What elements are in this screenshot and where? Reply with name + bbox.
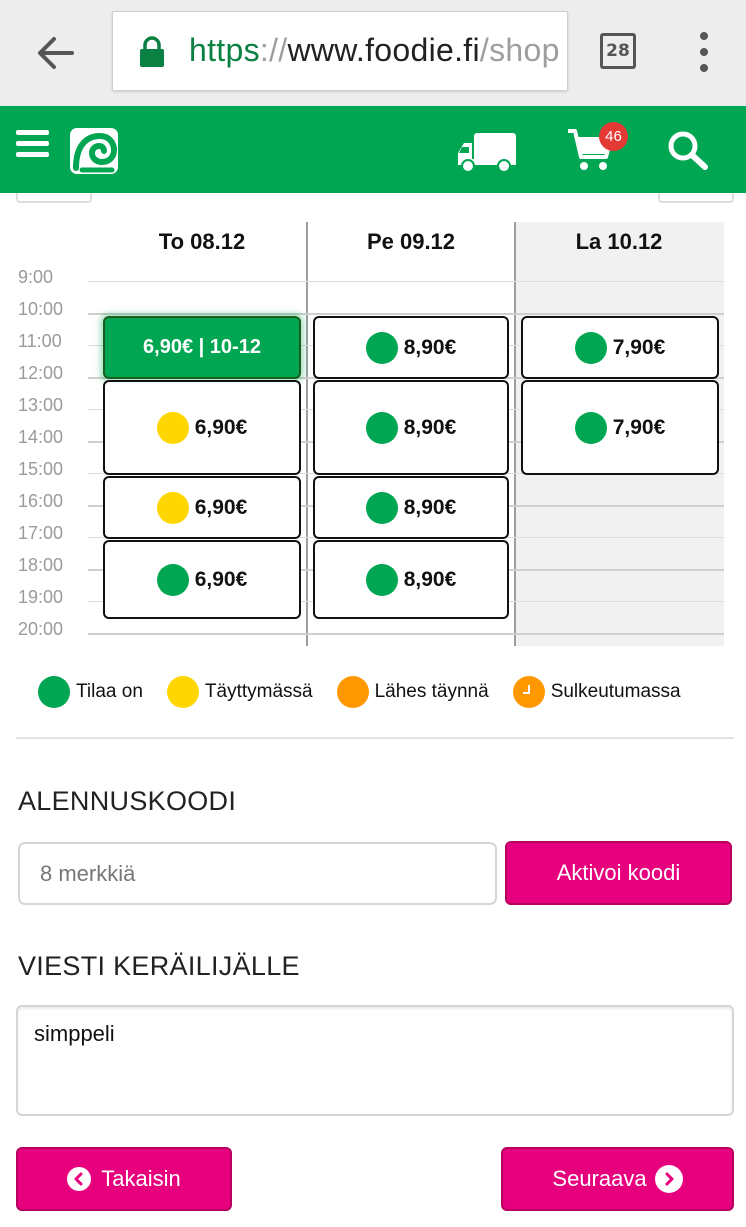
url-path: /shop — [479, 32, 560, 68]
legend-label: Sulkeutumassa — [550, 681, 681, 702]
availability-legend — [38, 676, 705, 708]
hour-label: 9:00 — [18, 267, 54, 287]
status-dot-filling — [157, 412, 189, 444]
hour-label: 19:00 — [18, 587, 64, 607]
column-divider — [514, 222, 516, 646]
url-text — [189, 32, 560, 69]
timeslot-price: 6,90€ — [194, 415, 248, 439]
search-icon[interactable] — [666, 129, 710, 176]
hour-label: 15:00 — [18, 459, 64, 479]
timeslot-fri-10-12[interactable] — [313, 316, 509, 379]
back-button-label: Takaisin — [101, 1166, 181, 1191]
status-dot-available — [575, 412, 607, 444]
hour-label: 13:00 — [18, 395, 64, 415]
url-separator: :// — [259, 32, 288, 68]
timeslot-thu-17-20[interactable] — [103, 540, 301, 619]
tab-switcher-button[interactable]: 28 — [600, 33, 636, 69]
timeslot-price: 8,90€ — [403, 567, 457, 591]
prev-week-button-edge[interactable] — [16, 193, 92, 203]
timeslot-fri-12-15[interactable] — [313, 380, 509, 475]
timeslot-fri-15-17[interactable] — [313, 476, 509, 539]
url-host: www.foodie.fi — [287, 32, 480, 68]
hour-label: 11:00 — [18, 331, 62, 351]
legend-item-closing — [513, 676, 681, 708]
activate-code-button[interactable]: Aktivoi koodi — [505, 841, 732, 905]
browser-back-icon[interactable] — [30, 28, 80, 78]
status-dot-available — [366, 492, 398, 524]
hour-label: 14:00 — [18, 427, 64, 447]
hour-label: 16:00 — [18, 491, 64, 511]
hour-label: 12:00 — [18, 363, 64, 383]
url-protocol: https — [189, 32, 260, 68]
hour-gridline — [88, 633, 724, 635]
legend-label: Lähes täynnä — [374, 681, 489, 702]
chevron-right-icon — [655, 1165, 683, 1193]
discount-code-input[interactable] — [18, 842, 497, 905]
message-to-picker-title: VIESTI KERÄILIJÄLLE — [18, 951, 300, 981]
status-dot-available — [366, 564, 398, 596]
hour-label: 18:00 — [18, 555, 64, 575]
status-dot-available — [366, 412, 398, 444]
timeslot-thu-10-12[interactable] — [103, 316, 301, 379]
timeslot-sat-10-12[interactable] — [521, 316, 719, 379]
timeslot-label: 6,90€ | 10-12 — [143, 336, 261, 358]
timeslot-price: 7,90€ — [612, 335, 666, 359]
timeslot-price: 8,90€ — [403, 495, 457, 519]
timeslot-price: 8,90€ — [403, 415, 457, 439]
timeslot-sat-12-15[interactable] — [521, 380, 719, 475]
timeslot-thu-12-15[interactable] — [103, 380, 301, 475]
legend-item-filling — [167, 676, 313, 708]
legend-dot-orange — [337, 676, 369, 708]
timeslot-fri-17-20[interactable] — [313, 540, 509, 619]
status-dot-filling — [157, 492, 189, 524]
foodie-logo[interactable] — [70, 128, 118, 174]
next-week-button-edge[interactable] — [658, 193, 734, 203]
legend-item-available — [38, 676, 143, 708]
column-divider — [306, 222, 308, 646]
day-header-saturday: La 10.12 — [575, 229, 663, 254]
timeslot-price: 8,90€ — [403, 335, 457, 359]
legend-label: Täyttymässä — [204, 681, 313, 702]
browser-menu-icon[interactable] — [694, 32, 714, 72]
section-divider — [16, 737, 734, 739]
lock-icon — [139, 36, 165, 73]
hour-label: 10:00 — [18, 299, 64, 319]
hamburger-menu-icon[interactable] — [16, 130, 49, 160]
day-header-friday: Pe 09.12 — [366, 229, 456, 254]
status-dot-available — [575, 332, 607, 364]
message-textarea[interactable]: simppeli — [16, 1005, 734, 1116]
hour-label: 17:00 — [18, 523, 64, 543]
legend-label: Tilaa on — [76, 681, 143, 702]
status-dot-available — [157, 564, 189, 596]
legend-dot-yellow — [167, 676, 199, 708]
back-button[interactable] — [16, 1147, 232, 1211]
clock-icon — [513, 676, 545, 708]
timeslot-price: 7,90€ — [612, 415, 666, 439]
timeslot-thu-15-17[interactable] — [103, 476, 301, 539]
url-bar[interactable] — [112, 11, 568, 91]
day-header-thursday: To 08.12 — [158, 229, 246, 254]
discount-code-title: ALENNUSKOODI — [18, 786, 237, 816]
next-button[interactable] — [501, 1147, 734, 1211]
timeslot-price: 6,90€ — [194, 495, 248, 519]
delivery-truck-icon[interactable] — [456, 131, 518, 178]
hour-gridline — [88, 313, 724, 315]
hour-label: 20:00 — [18, 619, 64, 639]
next-button-label: Seuraava — [552, 1166, 647, 1191]
chevron-left-icon — [67, 1167, 91, 1191]
status-dot-available — [366, 332, 398, 364]
legend-dot-green — [38, 676, 70, 708]
cart-count-badge: 46 — [599, 122, 628, 151]
timeslot-price: 6,90€ — [194, 567, 248, 591]
legend-item-almost-full — [337, 676, 489, 708]
hour-gridline — [88, 281, 724, 282]
